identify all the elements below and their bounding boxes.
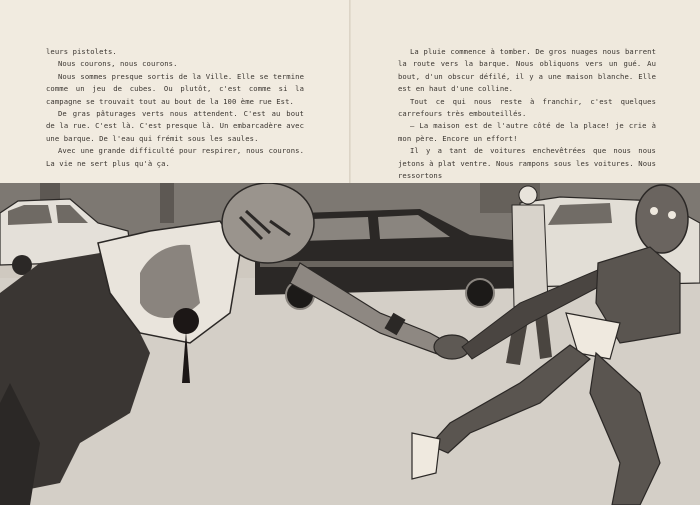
paragraph: – La maison est de l'autre côté de la place! je crie à mon père. Encore un effort! [398,121,656,143]
paragraph: La pluie commence à tomber. De gros nuages nous barrent la route vers la barque. Nous obliquons vers un gué. Au bout, d'un obscur défilé, il y a une maison blanche. Elle est en haut d'une colline. [398,47,656,94]
paragraph: Nous courons, nous courons. [58,59,178,69]
left-text-column [46,46,304,170]
street-chase-illustration [0,183,700,505]
paragraph: Nous sommes presque sortis de la Ville. Elle se termine comme un jeu de cubes. Ou plutôt, c'est comme si la campagne se trouvait tout au bout de la 100 ème rue Est. [46,71,304,106]
child-head [636,185,688,253]
building-column [160,183,174,223]
paragraph: Tout ce qui nous reste à franchir, c'est quelques carrefours très embouteillés. [398,96,656,119]
right-text-column [398,46,656,182]
paragraph: Il y a tant de voitures enchevêtrées que nous nous jetons à plat ventre. Nous rampons sous les voitures. Nous ressortons [398,146,656,181]
paragraph: leurs pistolets. [46,47,117,56]
paragraph: De gras pâturages verts nous attendent. C'est au bout de la rue. C'est là. C'est presque là. Un embarcadère avec une barque. De l'eau qui frémit sous les saules. [46,109,304,143]
paragraph: Avec une grande difficulté pour respirer, nous courons. La vie ne sert plus qu'à ça. [46,146,304,168]
father-head [222,183,314,263]
child-sock [412,433,440,479]
wound-mark [173,308,199,334]
